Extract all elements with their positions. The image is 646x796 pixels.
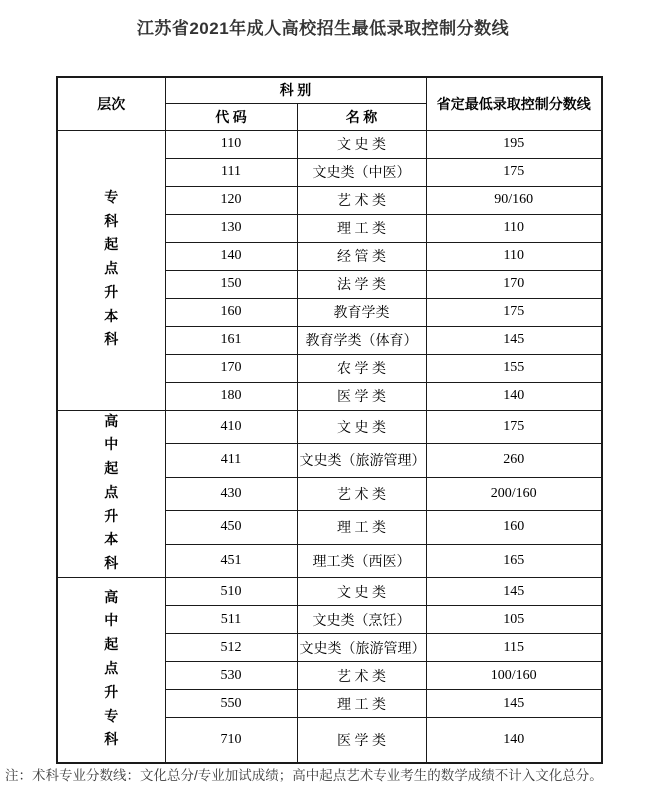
subject-code: 110 bbox=[165, 130, 297, 158]
score-value: 110 bbox=[426, 242, 602, 270]
subject-name: 文史类（中医） bbox=[297, 158, 426, 186]
subject-name: 文史类（烹饪） bbox=[297, 606, 426, 634]
score-value: 175 bbox=[426, 410, 602, 444]
score-value: 170 bbox=[426, 270, 602, 298]
level-cell-group2 bbox=[57, 410, 165, 578]
subject-code: 450 bbox=[165, 511, 297, 545]
subject-code: 430 bbox=[165, 477, 297, 511]
score-value: 195 bbox=[426, 130, 602, 158]
subject-code: 161 bbox=[165, 326, 297, 354]
level-label: 专科起点升本科 bbox=[104, 190, 119, 349]
subject-name: 理 工 类 bbox=[297, 690, 426, 718]
score-value: 175 bbox=[426, 298, 602, 326]
subject-code: 130 bbox=[165, 214, 297, 242]
subject-code: 111 bbox=[165, 158, 297, 186]
header-score-line: 省定最低录取控制分数线 bbox=[426, 77, 602, 130]
score-value: 160 bbox=[426, 511, 602, 545]
subject-code: 530 bbox=[165, 662, 297, 690]
subject-code: 511 bbox=[165, 606, 297, 634]
level-cell-group1 bbox=[57, 130, 165, 410]
subject-name: 理 工 类 bbox=[297, 214, 426, 242]
score-line-table bbox=[56, 76, 603, 764]
subject-code: 120 bbox=[165, 186, 297, 214]
subject-code: 550 bbox=[165, 690, 297, 718]
subject-name: 理 工 类 bbox=[297, 511, 426, 545]
score-value: 260 bbox=[426, 444, 602, 478]
subject-name: 医 学 类 bbox=[297, 718, 426, 763]
subject-name: 文 史 类 bbox=[297, 578, 426, 606]
score-value: 200/160 bbox=[426, 477, 602, 511]
score-value: 105 bbox=[426, 606, 602, 634]
table-row bbox=[57, 410, 602, 444]
subject-name: 文史类（旅游管理） bbox=[297, 634, 426, 662]
header-row-top bbox=[57, 77, 602, 103]
subject-name: 文史类（旅游管理） bbox=[297, 444, 426, 478]
score-value: 145 bbox=[426, 690, 602, 718]
table-row bbox=[57, 578, 602, 606]
subject-name: 教育学类 bbox=[297, 298, 426, 326]
subject-code: 160 bbox=[165, 298, 297, 326]
score-value: 110 bbox=[426, 214, 602, 242]
score-value: 175 bbox=[426, 158, 602, 186]
subject-name: 文 史 类 bbox=[297, 130, 426, 158]
subject-name: 艺 术 类 bbox=[297, 477, 426, 511]
subject-name: 理工类（西医） bbox=[297, 544, 426, 578]
subject-code: 710 bbox=[165, 718, 297, 763]
header-name: 名 称 bbox=[297, 103, 426, 130]
score-value: 115 bbox=[426, 634, 602, 662]
score-value: 145 bbox=[426, 326, 602, 354]
header-code: 代 码 bbox=[165, 103, 297, 130]
score-value: 155 bbox=[426, 354, 602, 382]
subject-name: 艺 术 类 bbox=[297, 662, 426, 690]
subject-name: 教育学类（体育） bbox=[297, 326, 426, 354]
score-value: 145 bbox=[426, 578, 602, 606]
subject-name: 文 史 类 bbox=[297, 410, 426, 444]
subject-name: 法 学 类 bbox=[297, 270, 426, 298]
subject-name: 艺 术 类 bbox=[297, 186, 426, 214]
subject-code: 512 bbox=[165, 634, 297, 662]
subject-code: 150 bbox=[165, 270, 297, 298]
subject-name: 医 学 类 bbox=[297, 382, 426, 410]
header-level: 层次 bbox=[57, 77, 165, 130]
score-value: 100/160 bbox=[426, 662, 602, 690]
subject-name: 农 学 类 bbox=[297, 354, 426, 382]
subject-code: 451 bbox=[165, 544, 297, 578]
subject-code: 180 bbox=[165, 382, 297, 410]
footnote: 注：术科专业分数线：文化总分/专业加试成绩；高中起点艺术专业考生的数学成绩不计入文化总分。 bbox=[5, 768, 603, 783]
table-row bbox=[57, 130, 602, 158]
subject-code: 410 bbox=[165, 410, 297, 444]
subject-code: 170 bbox=[165, 354, 297, 382]
level-label: 高中起点升专科 bbox=[104, 590, 119, 749]
subject-code: 140 bbox=[165, 242, 297, 270]
score-value: 140 bbox=[426, 382, 602, 410]
subject-code: 411 bbox=[165, 444, 297, 478]
score-value: 90/160 bbox=[426, 186, 602, 214]
level-cell-group3 bbox=[57, 578, 165, 763]
page-title: 江苏省2021年成人高校招生最低录取控制分数线 bbox=[136, 19, 510, 38]
subject-name: 经 管 类 bbox=[297, 242, 426, 270]
level-label: 高中起点升本科 bbox=[104, 414, 119, 573]
subject-code: 510 bbox=[165, 578, 297, 606]
score-value: 140 bbox=[426, 718, 602, 763]
score-value: 165 bbox=[426, 544, 602, 578]
header-subject: 科 别 bbox=[165, 77, 426, 103]
